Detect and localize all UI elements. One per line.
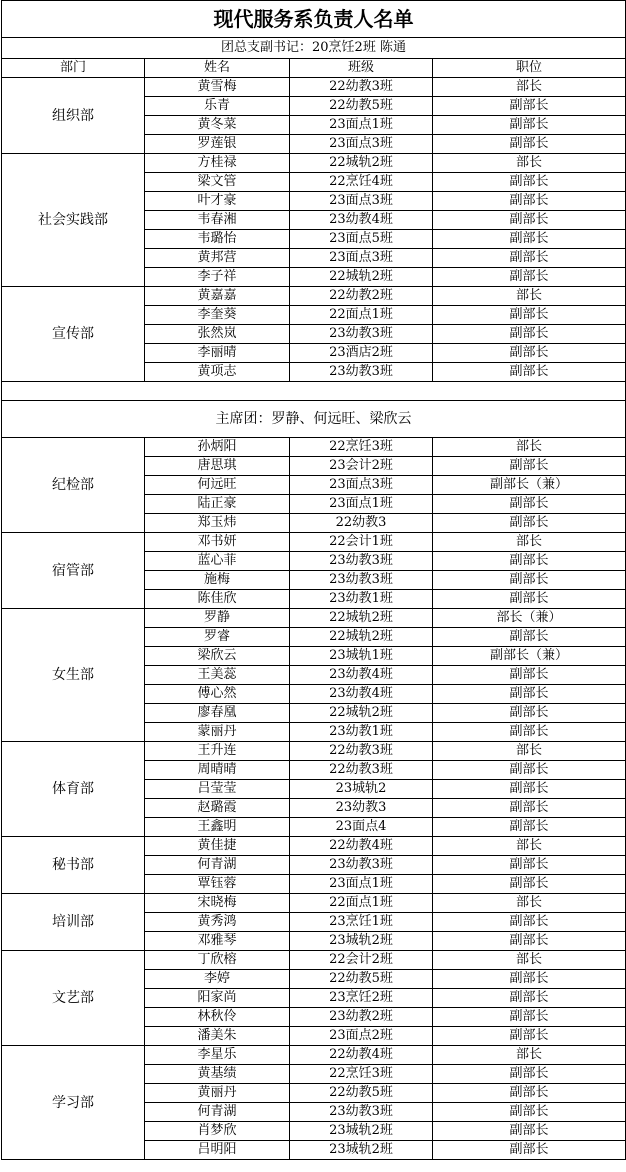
class-cell: 22城轨2班 xyxy=(290,704,433,723)
class-cell: 23幼教4班 xyxy=(290,666,433,685)
class-cell: 22幼教3班 xyxy=(290,761,433,780)
table-row xyxy=(2,287,626,306)
header-row xyxy=(2,59,626,78)
class-cell: 22幼教3班 xyxy=(290,78,433,97)
name-cell: 黄丽丹 xyxy=(145,1084,290,1103)
role-cell: 副部长 xyxy=(433,192,626,211)
class-cell: 23烹饪2班 xyxy=(290,989,433,1008)
group1-section xyxy=(2,78,626,382)
name-cell: 王升连 xyxy=(145,742,290,761)
role-cell: 部长 xyxy=(433,894,626,913)
dept-cell: 宿管部 xyxy=(2,533,145,609)
role-cell: 副部长 xyxy=(433,856,626,875)
name-cell: 潘美朱 xyxy=(145,1027,290,1046)
role-cell: 副部长 xyxy=(433,344,626,363)
table-row xyxy=(2,609,626,628)
class-cell: 22面点1班 xyxy=(290,306,433,325)
name-cell: 丁欣榕 xyxy=(145,951,290,970)
role-cell: 副部长 xyxy=(433,249,626,268)
name-cell: 吕明阳 xyxy=(145,1141,290,1160)
role-cell: 副部长 xyxy=(433,989,626,1008)
name-cell: 王鑫明 xyxy=(145,818,290,837)
class-cell: 22幼教2班 xyxy=(290,287,433,306)
name-cell: 黄基绩 xyxy=(145,1065,290,1084)
role-cell: 副部长 xyxy=(433,552,626,571)
class-cell: 23幼教3班 xyxy=(290,325,433,344)
name-cell: 罗睿 xyxy=(145,628,290,647)
group2-section xyxy=(2,438,626,1160)
role-cell: 部长 xyxy=(433,287,626,306)
name-cell: 王美蕊 xyxy=(145,666,290,685)
class-cell: 23会计2班 xyxy=(290,457,433,476)
name-cell: 蒙丽丹 xyxy=(145,723,290,742)
name-cell: 黄嘉嘉 xyxy=(145,287,290,306)
name-cell: 宋晓梅 xyxy=(145,894,290,913)
class-cell: 23幼教3班 xyxy=(290,1103,433,1122)
class-cell: 23面点4 xyxy=(290,818,433,837)
roster-table xyxy=(1,0,626,1160)
class-cell: 23面点5班 xyxy=(290,230,433,249)
name-cell: 何青湖 xyxy=(145,1103,290,1122)
role-cell: 副部长 xyxy=(433,590,626,609)
class-cell: 23幼教1班 xyxy=(290,590,433,609)
class-cell: 23酒店2班 xyxy=(290,344,433,363)
name-cell: 李星乐 xyxy=(145,1046,290,1065)
name-cell: 黄邦营 xyxy=(145,249,290,268)
name-cell: 肖梦欣 xyxy=(145,1122,290,1141)
role-cell: 副部长 xyxy=(433,116,626,135)
spacer-row xyxy=(2,382,626,401)
class-cell: 22幼教5班 xyxy=(290,1084,433,1103)
role-cell: 副部长 xyxy=(433,1008,626,1027)
class-cell: 23面点1班 xyxy=(290,116,433,135)
role-cell: 部长 xyxy=(433,742,626,761)
role-cell: 部长 xyxy=(433,837,626,856)
class-cell: 23幼教1班 xyxy=(290,723,433,742)
role-cell: 副部长 xyxy=(433,571,626,590)
role-cell: 副部长 xyxy=(433,1122,626,1141)
role-cell: 部长 xyxy=(433,78,626,97)
class-cell: 23面点1班 xyxy=(290,495,433,514)
class-cell: 23幼教3班 xyxy=(290,856,433,875)
role-cell: 副部长 xyxy=(433,173,626,192)
role-cell: 副部长 xyxy=(433,913,626,932)
dept-cell: 组织部 xyxy=(2,78,145,154)
name-cell: 罗静 xyxy=(145,609,290,628)
class-cell: 23面点2班 xyxy=(290,1027,433,1046)
role-cell: 副部长 xyxy=(433,799,626,818)
role-cell: 副部长 xyxy=(433,211,626,230)
header-dept: 部门 xyxy=(2,59,145,78)
role-cell: 副部长 xyxy=(433,875,626,894)
class-cell: 23面点3班 xyxy=(290,476,433,495)
class-cell: 22幼教4班 xyxy=(290,837,433,856)
role-cell: 副部长 xyxy=(433,666,626,685)
name-cell: 张然岚 xyxy=(145,325,290,344)
role-cell: 部长 xyxy=(433,951,626,970)
dept-cell: 文艺部 xyxy=(2,951,145,1046)
name-cell: 林秋伶 xyxy=(145,1008,290,1027)
role-cell: 副部长 xyxy=(433,1084,626,1103)
name-cell: 邓书妍 xyxy=(145,533,290,552)
class-cell: 23面点3班 xyxy=(290,135,433,154)
table-row xyxy=(2,894,626,913)
role-cell: 副部长 xyxy=(433,306,626,325)
dept-cell: 秘书部 xyxy=(2,837,145,894)
class-cell: 22烹饪3班 xyxy=(290,1065,433,1084)
class-cell: 22烹饪4班 xyxy=(290,173,433,192)
class-cell: 22城轨2班 xyxy=(290,628,433,647)
role-cell: 副部长 xyxy=(433,932,626,951)
role-cell: 副部长 xyxy=(433,268,626,287)
role-cell: 部长（兼） xyxy=(433,609,626,628)
role-cell: 副部长 xyxy=(433,495,626,514)
name-cell: 黄秀鸿 xyxy=(145,913,290,932)
class-cell: 23面点1班 xyxy=(290,875,433,894)
class-cell: 22幼教4班 xyxy=(290,1046,433,1065)
role-cell: 部长 xyxy=(433,438,626,457)
class-cell: 22烹饪3班 xyxy=(290,438,433,457)
class-cell: 23面点3班 xyxy=(290,249,433,268)
role-cell: 副部长 xyxy=(433,704,626,723)
header-role: 职位 xyxy=(433,59,626,78)
class-cell: 23幼教4班 xyxy=(290,685,433,704)
class-cell: 23面点3班 xyxy=(290,192,433,211)
role-cell: 副部长 xyxy=(433,1141,626,1160)
class-cell: 22会计1班 xyxy=(290,533,433,552)
name-cell: 黄项志 xyxy=(145,363,290,382)
class-cell: 23城轨2 xyxy=(290,780,433,799)
role-cell: 副部长 xyxy=(433,230,626,249)
role-cell: 副部长 xyxy=(433,780,626,799)
role-cell: 副部长 xyxy=(433,761,626,780)
name-cell: 梁文管 xyxy=(145,173,290,192)
role-cell: 副部长 xyxy=(433,135,626,154)
table-row xyxy=(2,1046,626,1065)
name-cell: 罗莲银 xyxy=(145,135,290,154)
class-cell: 22会计2班 xyxy=(290,951,433,970)
table-row xyxy=(2,438,626,457)
dept-cell: 女生部 xyxy=(2,609,145,742)
role-cell: 副部长 xyxy=(433,1103,626,1122)
name-cell: 廖春凰 xyxy=(145,704,290,723)
dept-cell: 体育部 xyxy=(2,742,145,837)
name-cell: 黄冬菜 xyxy=(145,116,290,135)
name-cell: 吕莹莹 xyxy=(145,780,290,799)
role-cell: 副部长 xyxy=(433,723,626,742)
class-cell: 22城轨2班 xyxy=(290,609,433,628)
role-cell: 部长 xyxy=(433,154,626,173)
class-cell: 23幼教4班 xyxy=(290,211,433,230)
name-cell: 周晴晴 xyxy=(145,761,290,780)
name-cell: 邓雅琴 xyxy=(145,932,290,951)
class-cell: 23城轨2班 xyxy=(290,1122,433,1141)
role-cell: 部长 xyxy=(433,1046,626,1065)
name-cell: 黄雪梅 xyxy=(145,78,290,97)
name-cell: 覃钰蓉 xyxy=(145,875,290,894)
class-cell: 22城轨2班 xyxy=(290,154,433,173)
name-cell: 韦璐怡 xyxy=(145,230,290,249)
class-cell: 22幼教3 xyxy=(290,514,433,533)
spacer-cell xyxy=(2,382,626,401)
class-cell: 23城轨2班 xyxy=(290,932,433,951)
role-cell: 副部长 xyxy=(433,514,626,533)
class-cell: 23幼教3 xyxy=(290,799,433,818)
role-cell: 副部长 xyxy=(433,818,626,837)
class-cell: 23幼教3班 xyxy=(290,571,433,590)
class-cell: 23城轨2班 xyxy=(290,1141,433,1160)
header-class: 班级 xyxy=(290,59,433,78)
role-cell: 副部长 xyxy=(433,363,626,382)
name-cell: 韦春湘 xyxy=(145,211,290,230)
dept-cell: 宣传部 xyxy=(2,287,145,382)
class-cell: 22幼教5班 xyxy=(290,97,433,116)
name-cell: 李丽晴 xyxy=(145,344,290,363)
table-row xyxy=(2,533,626,552)
dept-cell: 纪检部 xyxy=(2,438,145,533)
name-cell: 李婷 xyxy=(145,970,290,989)
class-cell: 23幼教3班 xyxy=(290,552,433,571)
title-row xyxy=(2,1,626,38)
role-cell: 副部长 xyxy=(433,457,626,476)
dept-cell: 社会实践部 xyxy=(2,154,145,287)
class-cell: 23城轨1班 xyxy=(290,647,433,666)
secretary-row xyxy=(2,38,626,59)
class-cell: 22幼教5班 xyxy=(290,970,433,989)
role-cell: 副部长 xyxy=(433,1027,626,1046)
role-cell: 副部长（兼） xyxy=(433,647,626,666)
name-cell: 陆正豪 xyxy=(145,495,290,514)
header-name: 姓名 xyxy=(145,59,290,78)
name-cell: 叶才豪 xyxy=(145,192,290,211)
table-row xyxy=(2,742,626,761)
class-cell: 22幼教3班 xyxy=(290,742,433,761)
dept-cell: 学习部 xyxy=(2,1046,145,1160)
role-cell: 副部长 xyxy=(433,970,626,989)
name-cell: 梁欣云 xyxy=(145,647,290,666)
name-cell: 何青湖 xyxy=(145,856,290,875)
name-cell: 傅心然 xyxy=(145,685,290,704)
dept-cell: 培训部 xyxy=(2,894,145,951)
class-cell: 23幼教2班 xyxy=(290,1008,433,1027)
name-cell: 蓝心菲 xyxy=(145,552,290,571)
role-cell: 副部长 xyxy=(433,1065,626,1084)
role-cell: 副部长 xyxy=(433,325,626,344)
name-cell: 孙炳阳 xyxy=(145,438,290,457)
table-row xyxy=(2,951,626,970)
name-cell: 李子祥 xyxy=(145,268,290,287)
name-cell: 何远旺 xyxy=(145,476,290,495)
presidium-row xyxy=(2,401,626,438)
name-cell: 乐青 xyxy=(145,97,290,116)
league-secretary: 团总支副书记：20烹饪2班 陈通 xyxy=(2,38,626,59)
name-cell: 赵璐霞 xyxy=(145,799,290,818)
role-cell: 部长 xyxy=(433,533,626,552)
table-row xyxy=(2,78,626,97)
role-cell: 副部长 xyxy=(433,685,626,704)
class-cell: 23烹饪1班 xyxy=(290,913,433,932)
name-cell: 阳家尚 xyxy=(145,989,290,1008)
name-cell: 唐思琪 xyxy=(145,457,290,476)
name-cell: 黄佳捷 xyxy=(145,837,290,856)
presidium: 主席团：罗静、何远旺、梁欣云 xyxy=(2,401,626,438)
page-title: 现代服务系负责人名单 xyxy=(2,1,626,38)
name-cell: 陈佳欣 xyxy=(145,590,290,609)
role-cell: 副部长（兼） xyxy=(433,476,626,495)
name-cell: 郑玉炜 xyxy=(145,514,290,533)
table-row xyxy=(2,837,626,856)
name-cell: 施梅 xyxy=(145,571,290,590)
table-row xyxy=(2,154,626,173)
class-cell: 23幼教3班 xyxy=(290,363,433,382)
class-cell: 22面点1班 xyxy=(290,894,433,913)
role-cell: 副部长 xyxy=(433,628,626,647)
class-cell: 22城轨2班 xyxy=(290,268,433,287)
name-cell: 李奎葵 xyxy=(145,306,290,325)
name-cell: 方桂禄 xyxy=(145,154,290,173)
role-cell: 副部长 xyxy=(433,97,626,116)
